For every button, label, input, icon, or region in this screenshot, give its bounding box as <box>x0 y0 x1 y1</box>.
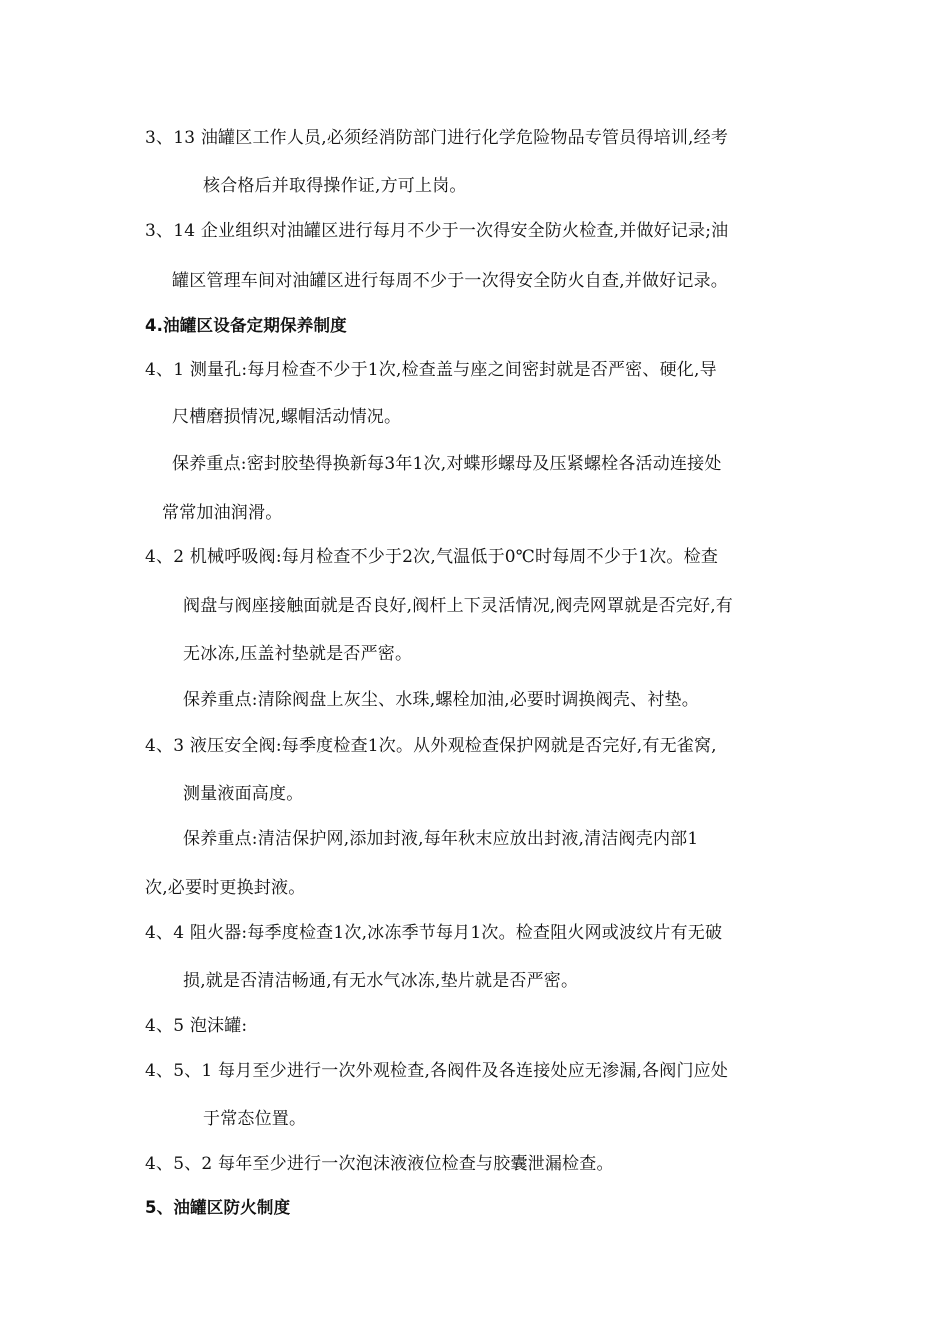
paragraph-4-2-line-3: 无冰冻,压盖衬垫就是否严密。 <box>183 644 413 664</box>
paragraph-4-5-title: 4、5 泡沫罐: <box>145 1016 248 1036</box>
paragraph-4-2-line-2: 阀盘与阀座接触面就是否良好,阀杆上下灵活情况,阀壳网罩就是否完好,有 <box>183 596 734 616</box>
paragraph-4-1-line-1: 4、1 测量孔:每月检查不少于1次,检查盖与座之间密封就是否严密、硬化,导 <box>145 360 717 380</box>
paragraph-4-4-line-1: 4、4 阻火器:每季度检查1次,冰冻季节每月1次。检查阻火网或波纹片有无破 <box>145 923 723 943</box>
paragraph-4-3-line-2: 测量液面高度。 <box>183 784 304 804</box>
paragraph-4-1-maintenance-line-1: 保养重点:密封胶垫得换新每3年1次,对蝶形螺母及压紧螺栓各活动连接处 <box>172 454 722 474</box>
paragraph-4-5-1-line-2: 于常态位置。 <box>203 1109 307 1129</box>
section-heading-5: 5、油罐区防火制度 <box>145 1198 291 1217</box>
paragraph-3-14-line-2: 罐区管理车间对油罐区进行每周不少于一次得安全防火自查,并做好记录。 <box>172 271 729 291</box>
paragraph-3-13-line-2: 核合格后并取得操作证,方可上岗。 <box>203 176 467 196</box>
paragraph-4-5-1-line-1: 4、5、1 每月至少进行一次外观检查,各阀件及各连接处应无渗漏,各阀门应处 <box>145 1061 729 1081</box>
paragraph-4-1-line-2: 尺槽磨损情况,螺帽活动情况。 <box>172 407 402 427</box>
paragraph-4-3-maintenance-line-1: 保养重点:清洁保护网,添加封液,每年秋末应放出封液,清洁阀壳内部1 <box>183 829 699 849</box>
paragraph-4-1-maintenance-line-2: 常常加油润滑。 <box>162 503 283 523</box>
paragraph-4-2-line-1: 4、2 机械呼吸阀:每月检查不少于2次,气温低于0℃时每周不少于1次。检查 <box>145 547 719 567</box>
paragraph-4-4-line-2: 损,就是否清洁畅通,有无水气冰冻,垫片就是否严密。 <box>183 971 579 991</box>
paragraph-3-13-line-1: 3、13 油罐区工作人员,必须经消防部门进行化学危险物品专管员得培训,经考 <box>145 128 729 148</box>
paragraph-4-3-maintenance-line-2: 次,必要时更换封液。 <box>145 878 306 898</box>
section-heading-4: 4.油罐区设备定期保养制度 <box>145 316 347 335</box>
paragraph-4-5-2: 4、5、2 每年至少进行一次泡沫液液位检查与胶囊泄漏检查。 <box>145 1154 614 1174</box>
paragraph-3-14-line-1: 3、14 企业组织对油罐区进行每月不少于一次得安全防火检查,并做好记录;油 <box>145 221 729 241</box>
paragraph-4-3-line-1: 4、3 液压安全阀:每季度检查1次。从外观检查保护网就是否完好,有无雀窝, <box>145 736 717 756</box>
paragraph-4-2-maintenance: 保养重点:清除阀盘上灰尘、水珠,螺栓加油,必要时调换阀壳、衬垫。 <box>183 690 699 710</box>
